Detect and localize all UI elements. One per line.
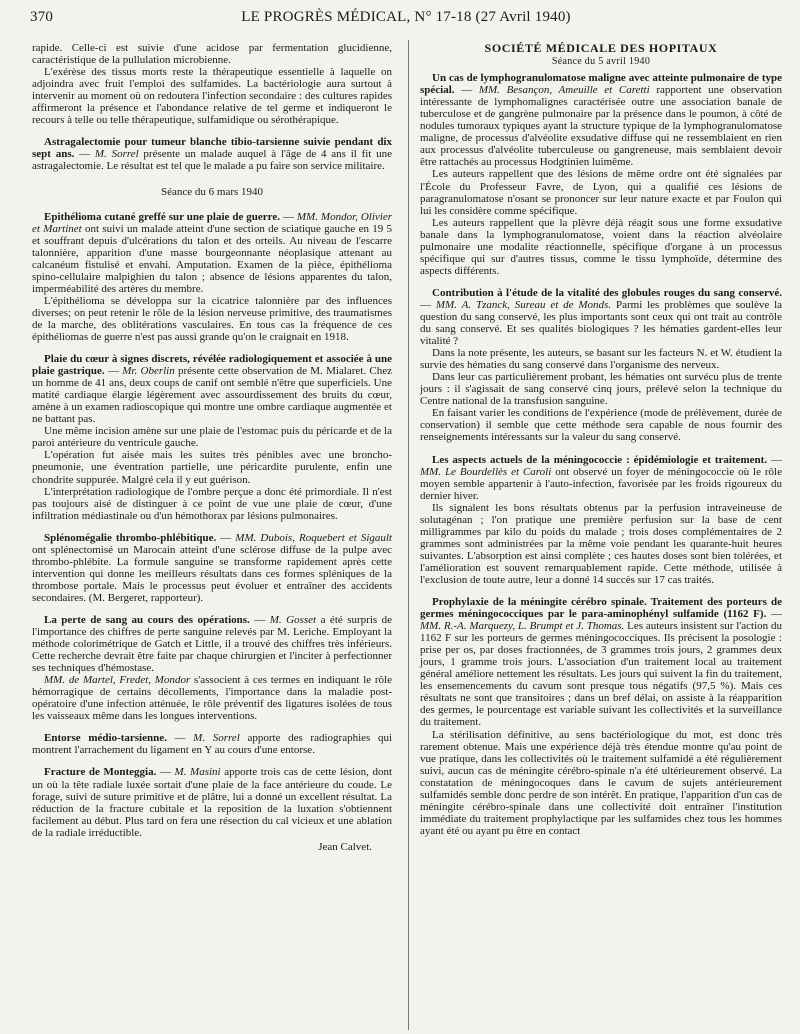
- article-text: présente cette observation de M. Mialaret. Chez un homme de 41 ans, deux coups de canif ont semblé n'être que superficiels. Une matité cardiaque élargie légèrement avec assourdissement des bruits du cœur, amène à un examen radioscopique qui montre une ombre cardiaque augmentée et ne battant pas.: [32, 365, 392, 426]
- article-author: M. Gosset: [269, 613, 317, 626]
- article-text: a été surpris de l'importance des chiffres de perte sanguine relevés par M. Leriche. Employant la méthode colorimétrique de Gatch et Little, il a trouvé des chiffres très inférieurs. Cette recherche devrait être faite par chaque chirurgien et l'inciter à perfectionner ses techniques d'hémostase.: [32, 613, 393, 675]
- paragraph: L'interprétation radiologique de l'ombre perçue a donc été primordiale. Il n'est pas toujours aisé de distinguer à ce point de vue une plaie de cœur, d'une infiltration médiastinale ou d'un hémothorax par lésions pulmonaires.: [32, 485, 392, 522]
- paragraph: Les auteurs rappellent que des lésions de même ordre ont été signalées par l'École du Professeur Favre, de Lyon, qui a qualifié ces lésions de paragranulomatose n'osant se prononcer sur leur nature exacte et par Foulon qui lui les considère comme spécifique.: [420, 168, 782, 217]
- paragraph: Une même incision amène sur une plaie de l'estomac puis du péricarde et de la paroi antérieure du ventricule gauche.: [32, 425, 392, 450]
- article-title: Epithélioma cutané greffé sur une plaie de guerre.: [44, 210, 280, 223]
- paragraph: L'exérèse des tissus morts reste la thérapeutique essentielle à laquelle on adjoindra avec fruit l'emploi des sulfamides. La bactériologie aura surtout à intervenir au moment où on redoutera l'infection secondaire : des cultures rapides affirmeront la présence et l'abondance relative de tel germe et indiqueront le recours à telle ou telle thérapeutique, sulfamidique ou sérothérapique.: [32, 66, 392, 127]
- article-text: apporte trois cas de cette lésion, dont un où la tête radiale luxée sortait d'une plaie de la face antérieure du coude. Le forage, suivi de suture primitive et de plâtre, lui a donné un excellent résultat. La réduction de la fracture cubitale et la reposition de la luxation s'obtiennent facilement au début. Plus tard on fera une résection du cal vicieux et une ablation de la radiale irréductible.: [32, 766, 393, 839]
- article-text: ont splénectomisé un Marocain atteint d'une sclérose diffuse de la pulpe avec thrombo-phlébite. La formule sanguine se transforme rapidement après cette intervention qui donne les meilleurs résultats dans ces formes spléniques de la thrombose portale. Mais le processus peut évoluer et entraîner des accidents secondaires. (M. Bergeret, rapporteur).: [32, 543, 392, 604]
- article-title: Plaie du cœur à signes discrets, révélée radiologiquement et associée à une plaie gastrique.: [32, 353, 392, 378]
- article-text: ont observé un foyer de méningococcie où le rôle moyen semble appartenir à l'auto-infection, favorisée par les froids rigoureux du dernier hiver.: [420, 465, 782, 502]
- article-author: MM. de Martel, Fredet, Mondor: [44, 674, 191, 687]
- right-column: [420, 42, 782, 837]
- paragraph: [32, 674, 392, 722]
- paragraph: Ils signalent les bons résultats obtenus par la perfusion intraveineuse de solutagénan ; l'on pratique une première perfusion sur la base de cent milligrammes par kilo du poids du malade ; trois doses complémentaires de 2 grammes sont administrées par la même voie pendant les quarante-huit heures suivantes. L'absorption est ainsi complète ; ces hautes doses sont bien tolérées, et l'amélioration est souvent remarquablement rapide. Cette méthode, utilisée à l'exclusion de toute autre, leur a donné 14 succès sur 17 cas traités.: [420, 501, 782, 586]
- article-title: Fracture de Monteggia.: [44, 766, 157, 779]
- article-text: rapportent une observation intéressante de lymphomalignes caractérisée outre une association banale de tuberculose et de gangrène pulmonaire par la présence dans le poumon, à côté de nodules tumoraux typiques ayant la structure typique de la lymphogranulomatose maligne, de processus d'alvéolite exsudative diffuse qui ne ressemblaient en rien aux processus d'alvéolite tuberculeuse ou gangreneuse, mais semblaient devoir être rattachés au processus Hodgtinien luimême.: [420, 84, 783, 169]
- article-perte-sang: La perte de sang au cours des opérations. — M. Gosset a été surpris de l'importance des chiffres de perte sanguine relevés par M. Leriche. Employant la méthode colorimétrique de Gatch et Little, il a trouvé des chiffres très inférieurs. Cette recherche devrait être faite par chaque chirurgien et l'inciter à perfectionner ses techniques d'hémostase.: [32, 613, 393, 675]
- article-astragalectomie: Astragalectomie pour tumeur blanche tibio-tarsienne suivie pendant dix sept ans. — M. Sorrel présente un malade auquel à l'âge de 4 ans il fit une astragalectomie. Le résultat est tel que le malade a pu faire son service militaire.: [32, 136, 393, 173]
- article-text: apporte des radiographies qui montrent l'arrachement du ligament en Y au cours d'une entorse.: [32, 732, 393, 757]
- article-author: MM. Dubois, Roquebert et Sigault: [235, 531, 392, 544]
- paragraph: Dans la note présente, les auteurs, se basant sur les facteurs N. et W. étudient la survie des hématies du sang conservé dans l'organisme des nerveux.: [420, 347, 782, 372]
- article-author: MM. R.-A. Marquezy, L. Brumpt et J. Thomas.: [420, 620, 625, 633]
- article-globules-rouges: Contribution à l'étude de la vitalité des globules rouges du sang conservé. — MM. A. Tzanck, Sureau et de Monds. Parmi les problèmes que soulève la question du sang conservé, les plus importants sont ceux qui ont trait au contrôle du sang conservé. Et ses qualités biologiques ? les hématies gardent-elles leur vitalité ?: [420, 286, 783, 348]
- paragraph: En faisant varier les conditions de l'expérience (mode de prélèvement, durée de conservation) il semble que cette méthode sera capable de nous fournir des renseignements intéressants sur la valeur du sang conservé.: [420, 407, 782, 444]
- article-title: La perte de sang au cours des opérations.: [44, 613, 250, 626]
- session-date: Séance du 6 mars 1940: [160, 186, 264, 199]
- left-column: [32, 42, 392, 853]
- article-author: MM. Le Bourdellès et Caroli: [420, 465, 552, 478]
- article-author: MM. Besançon, Ameuille et Caretti: [478, 84, 650, 97]
- article-title: Contribution à l'étude de la vitalité des globules rouges du sang conservé.: [432, 286, 782, 299]
- article-author: MM. A. Tzanck, Sureau et de Monds.: [435, 298, 612, 311]
- article-text: ont suivi un malade atteint d'une section de sciatique gauche en 19 5 et souffrant depuis d'ulcérations du talon et des orteils. Au niveau de l'escarre talonnière, apparition d'une masse bourgeonnante néoplasique attenant au calcanéum fistulisé et envahi. Amputation. Examen de la pièce, épithélioma spino-cellulaire malpighien du talon ; absence de lésions apparentes du talon, imperméabilité des artères du membre.: [32, 222, 393, 295]
- article-author: MM. Mondor, Olivier et Martinet: [32, 210, 392, 235]
- article-title: Prophylaxie de la méningite cérébro spinale. Traitement des porteurs de germes méningococciques par le para-aminophényl sulfamide (1162 F).: [420, 596, 782, 621]
- column-divider: [408, 40, 409, 1030]
- article-entorse: Entorse médio-tarsienne. — M. Sorrel apporte des radiographies qui montrent l'arrachement du ligament en Y au cours d'une entorse.: [32, 732, 393, 757]
- article-text: présente un malade auquel à l'âge de 4 ans il fit une astragalectomie. Le résultat est tel que le malade a pu faire son service militaire.: [32, 148, 393, 173]
- article-title: Un cas de lymphogranulomatose maligne avec atteinte pulmonaire de type spécial.: [420, 72, 782, 97]
- article-author: Mr. Oberlin: [122, 365, 175, 378]
- article-title: Entorse médio-tarsienne.: [44, 732, 167, 745]
- article-plaie-coeur: Plaie du cœur à signes discrets, révélée radiologiquement et associée à une plaie gastrique. — Mr. Oberlin présente cette observation de M. Mialaret. Chez un homme de 41 ans, deux coups de canif ont semblé n'être que superficiels. Une matité cardiaque élargie légèrement avec assourdissement des bruits du cœur, amène à un examen radioscopique qui montre une ombre cardiaque augmentée et ne battant pas.: [32, 353, 392, 426]
- page-header: [30, 6, 782, 30]
- journal-title: LE PROGRÈS MÉDICAL, N° 17-18 (27 Avril 1940): [241, 9, 571, 25]
- article-splenomegalie: Splénomégalie thrombo-phlébitique. — MM. Dubois, Roquebert et Sigault ont splénectomisé un Marocain atteint d'une sclérose diffuse de la pulpe avec thrombo-phlébite. La formule sanguine se transforme rapidement après cette intervention qui donne les meilleurs résultats dans ces formes spléniques de la thrombose portale. Mais le processus peut évoluer et entraîner des accidents secondaires. (M. Bergeret, rapporteur).: [32, 531, 392, 604]
- article-epithelioma: Epithélioma cutané greffé sur une plaie de guerre. — MM. Mondor, Olivier et Martinet ont suivi un malade atteint d'une section de sciatique gauche en 19 5 et souffrant depuis d'ulcérations du talon et des orteils. Au niveau de l'escarre talonnière, apparition d'une masse bourgeonnante néoplasique attenant au calcanéum fistulisé et envahi. Amputation. Examen de la pièce, épithélioma spino-cellulaire malpighien du talon ; absence de lésions apparentes du talon, imperméabilité des artères du membre.: [32, 210, 393, 295]
- page-number: 370: [30, 9, 54, 25]
- article-author: M. Masini: [174, 766, 221, 779]
- signature: Jean Calvet.: [318, 840, 372, 853]
- article-author: M. Sorrel: [193, 732, 240, 745]
- paragraph: Les auteurs rappellent que la plèvre déjà réagit sous une forme exsudative banale dans la lymphogranulomatose, voient dans la réaction alvéolaire pulmonaire une modalite réactionnelle, spécifique d'organe à un processus spécifique qui sur d'autres tissus, comme le tissu lymphoïde, détermine des aspects différents.: [420, 216, 782, 277]
- session-date: Séance du 5 avril 1940: [551, 56, 651, 68]
- article-title: Astragalectomie pour tumeur blanche tibio-tarsienne suivie pendant dix sept ans.: [32, 136, 392, 161]
- article-meningococcie: Les aspects actuels de la méningococcie : épidémiologie et traitement. — MM. Le Bourdellès et Caroli ont observé un foyer de méningococcie où le rôle moyen semble appartenir à l'auto-infection, favorisée par les froids rigoureux du dernier hiver.: [420, 453, 783, 502]
- article-author: M. Sorrel: [94, 148, 139, 161]
- society-heading: SOCIÉTÉ MÉDICALE DES HOPITAUX: [484, 41, 718, 55]
- paragraph: L'opération fut aisée mais les suites très pénibles avec une broncho-pneumonie, une éventration partielle, une péricardite purulente, enfin une chondrite suppurée. Malgré cela il y eut guérison.: [32, 449, 392, 486]
- paragraph: rapide. Celle-ci est suivie d'une acidose par fermentation glucidienne, caractéristique de la pullulation microbienne.: [32, 42, 392, 67]
- article-text: Les auteurs insistent sur l'action du 1162 F sur les porteurs de germes méningococciques. Ils précisent la posologie : prise per os, par doses fractionnées, de 3 grammes trois jours, 2 grammes deux jours, 1 gramme trois jours. L'association d'un traitement local au traitement général améliore nettement les résultats. Les jours qui suivent la fin du traitement, les ensemencements du cavum sont presque tous négatifs (97,5 %). Mais ces résultats ne sont que transitoires ; dans un bref délai, on assiste à la réapparition des germes, le pourcentage est variable suivant les collectivités et la surveillance du traitement.: [420, 620, 782, 729]
- paragraph: La stérilisation définitive, au sens bactériologique du mot, est donc très rarement obtenue. Mais une expérience déjà très étendue montre qu'au point de vue pratique, dans les collectivités où le traitement sulfamidé a été régulièrement suivi, aucun cas de méningite cérébro-spinale n'a été ultérieurement observé. La constatation de méningocoques dans le cavum de sujets antérieurement sulfamidés semble donc perdre de son intérêt. En pratique, l'apparition d'un cas de méningite cérébro-spinale dans une collectivité doit entraîner l'institution immédiate du traitement prophylactique par les sulfamides chez tous les hommes ayant été ou ayant pu être en contact: [420, 728, 782, 837]
- paragraph: Dans leur cas particulièrement probant, les hématies ont survécu plus de trente jours : il s'agissait de sang conservé cinq jours, prélevé selon la technique du Centre national de la transfusion sanguine.: [420, 371, 782, 408]
- paragraph: L'épithélioma se développa sur la cicatrice talonnière par des influences diverses; on peut retenir le rôle de la lésion nerveuse primitive, des traumatismes de la marche, des oblitérations vasculaires. En tous cas la fréquence de ces épithéliomas de guerre n'est pas aussi grande qu'on le craignait en 1918.: [32, 294, 392, 343]
- article-text: s'associent à ces termes en indiquant le rôle hémorragique de certains décollements, l'importance dans la maladie post-opératoire d'une infection atténuée, le rôle préventif des ligatures isolées de tous les vaisseaux même dans les longues interventions.: [32, 674, 392, 723]
- article-title: Les aspects actuels de la méningococcie : épidémiologie et traitement.: [432, 453, 768, 466]
- article-monteggia: Fracture de Monteggia. — M. Masini apporte trois cas de cette lésion, dont un où la tête radiale luxée sortait d'une plaie de la face antérieure du coude. Le forage, suivi de suture primitive et de plâtre, lui a donné un excellent résultat. La réduction de la fracture cubitale et la reposition de la luxation s'obtiennent facilement au début. Plus tard on fera une résection du cal vicieux et une ablation de la radiale irréductible.: [32, 766, 393, 839]
- article-lymphogranulomatose: Un cas de lymphogranulomatose maligne avec atteinte pulmonaire de type spécial. — MM. Besançon, Ameuille et Caretti rapportent une observation intéressante de lymphomalignes caractérisée outre une association banale de tuberculose et de gangrène pulmonaire par la présence dans le poumon, à côté de nodules tumoraux typiques ayant la structure typique de la lymphogranulomatose maligne, de processus d'alvéolite exsudative diffuse qui ne ressemblaient en rien aux processus d'alvéolite tuberculeuse ou gangreneuse, mais semblaient devoir être rattachés au processus Hodgtinien luimême.: [420, 72, 783, 169]
- article-title: Splénomégalie thrombo-phlébitique.: [44, 531, 217, 544]
- article-text: Parmi les problèmes que soulève la question du sang conservé, les plus importants sont ceux qui ont trait au contrôle du sang conservé. Et ses qualités biologiques ? les hématies gardent-elles leur vitalité ?: [420, 298, 783, 348]
- article-prophylaxie: Prophylaxie de la méningite cérébro spinale. Traitement des porteurs de germes méningococciques par le para-aminophényl sulfamide (1162 F). — MM. R.-A. Marquezy, L. Brumpt et J. Thomas. Les auteurs insistent sur l'action du 1162 F sur les porteurs de germes méningococciques. Ils précisent la posologie : prise per os, par doses fractionnées, de 3 grammes trois jours, 2 grammes deux jours, 1 gramme trois jours. L'association d'un traitement local au traitement général améliore nettement les résultats. Les jours qui suivent la fin du traitement, les ensemencements du cavum sont presque tous négatifs (97,5 %). Mais ces résultats ne sont que transitoires ; dans un bref délai, on assiste à la réapparition des germes, le pourcentage est variable suivant les collectivités et la surveillance du traitement.: [420, 596, 783, 729]
